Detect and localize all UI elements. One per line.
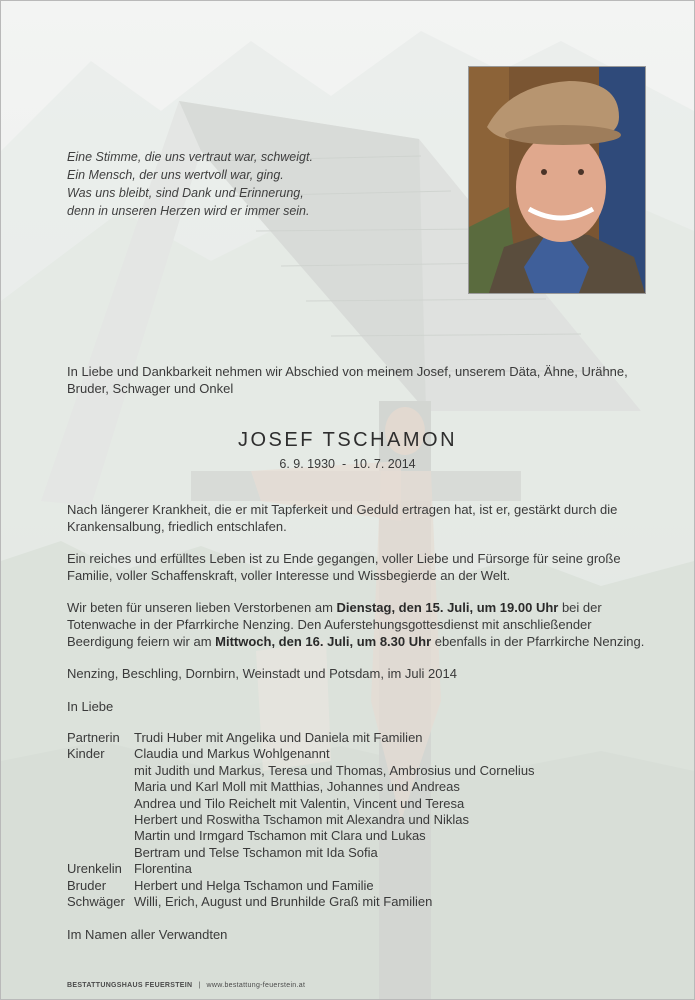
service-text: bei der Totenwache in der Pfarrkirche Nenzing. Den Auferstehungsgottesdienst mit anschließender Beerdigung feiern wir am (67, 600, 602, 649)
family-role: Bruder (67, 877, 107, 893)
family-names: Maria und Karl Moll mit Matthias, Johannes und Andreas (134, 779, 460, 795)
poem-line: denn in unseren Herzen wird er immer sein. (67, 204, 310, 218)
life-paragraph: Ein reiches und erfülltes Leben ist zu Ende gegangen, voller Liebe und Fürsorge für seine große Familie, voller Schaffenskraft, voller Interesse und Wissbegierde an der Welt. (67, 551, 621, 583)
family-role: Kinder (67, 746, 105, 762)
funeral-home-name: BESTATTUNGSHAUS FEUERSTEIN (67, 982, 193, 989)
family-row (67, 828, 535, 844)
family-row (67, 763, 535, 779)
illness-paragraph: Nach längerer Krankheit, die er mit Tapferkeit und Geduld ertragen hat, ist er, gestärkt durch die Krankensalbung, friedlich entschlafen. (67, 502, 618, 534)
family-row (67, 796, 535, 812)
family-row (67, 779, 535, 795)
family-row (67, 845, 535, 861)
funeral-home-url[interactable]: www.bestattung-feuerstein.at (206, 982, 306, 989)
family-row (67, 861, 535, 877)
family-row (67, 812, 535, 828)
portrait-photo (468, 66, 646, 294)
service-text: ebenfalls in der Pfarrkirche Nenzing. (431, 634, 645, 649)
poem-line: Was uns bleibt, sind Dank und Erinnerung, (67, 186, 304, 200)
family-role (67, 779, 134, 795)
family-names: Claudia und Markus Wohlgenannt (134, 746, 330, 762)
closing-line: Im Namen aller Verwandten (67, 927, 228, 942)
family-row (67, 746, 535, 762)
in-liebe-line: In Liebe (67, 699, 114, 714)
family-role (67, 828, 134, 844)
service-text: Wir beten für unseren lieben Verstorbenen am (67, 600, 337, 615)
poem-line: Ein Mensch, der uns wertvoll war, ging. (67, 168, 284, 182)
family-names: Trudi Huber mit Angelika und Daniela mit Familien (134, 730, 423, 745)
place-date-line: Nenzing, Beschling, Dornbirn, Weinstadt und Potsdam, im Juli 2014 (67, 666, 457, 681)
funeral-date: Mittwoch, den 16. Juli, um 8.30 Uhr (215, 634, 432, 649)
family-role (67, 812, 134, 828)
life-dates: 6. 9. 1930 - 10. 7. 2014 (279, 457, 416, 471)
deceased-name: JOSEF TSCHAMON (237, 429, 458, 451)
footer (67, 982, 305, 989)
family-names: Florentina (134, 861, 192, 877)
family-names: Herbert und Helga Tschamon und Familie (134, 877, 374, 893)
family-list (67, 730, 535, 910)
family-role: Schwäger (67, 894, 125, 910)
family-row (67, 730, 535, 746)
memorial-poem (67, 148, 367, 220)
family-role (67, 796, 134, 812)
family-role: Partnerin (67, 730, 120, 745)
family-role: Urenkelin (67, 861, 122, 877)
family-role (67, 845, 134, 861)
family-names: mit Judith und Markus, Teresa und Thomas, Ambrosius und Cornelius (134, 762, 535, 778)
family-names: Martin und Irmgard Tschamon mit Clara und Lukas (134, 828, 426, 844)
family-row (67, 894, 535, 910)
family-names: Willi, Erich, August und Brunhilde Graß mit Familien (134, 894, 433, 910)
service-paragraph (67, 599, 657, 650)
intro-text: In Liebe und Dankbarkeit nehmen wir Abschied von meinem Josef, unserem Däta, Ähne, Urähne, Bruder, Schwager und Onkel (67, 364, 628, 396)
family-names: Andrea und Tilo Reichelt mit Valentin, Vincent und Teresa (134, 795, 465, 811)
family-row (67, 878, 535, 894)
family-role (67, 763, 134, 779)
family-names: Bertram und Telse Tschamon mit Ida Sofia (134, 844, 378, 860)
footer-separator: | (198, 982, 201, 989)
family-names: Herbert und Roswitha Tschamon mit Alexandra und Niklas (134, 812, 470, 828)
wake-date: Dienstag, den 15. Juli, um 19.00 Uhr (336, 600, 559, 615)
poem-line: Eine Stimme, die uns vertraut war, schweigt. (67, 150, 313, 164)
